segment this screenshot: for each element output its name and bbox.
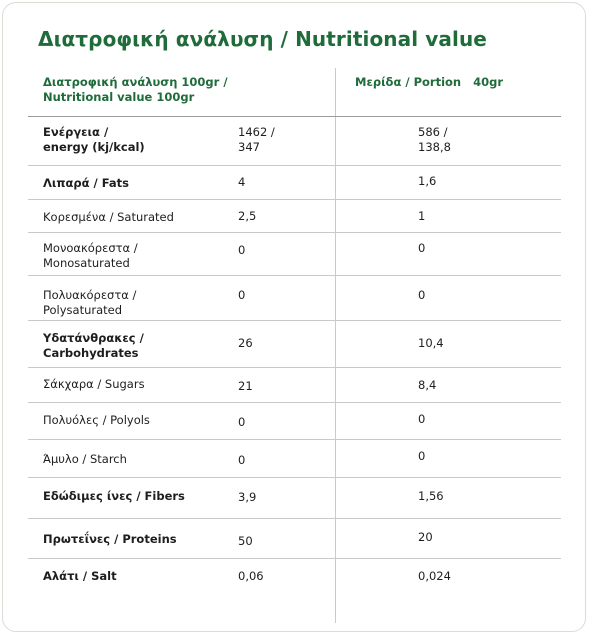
- nutrient-label: [43, 210, 228, 225]
- table-row: [28, 199, 561, 233]
- value-per-100g-line: 21: [238, 379, 253, 393]
- value-per-portion-line: 10,4: [418, 336, 444, 350]
- column-header-per-100g-line-2: Nutritional value 100gr: [43, 90, 195, 104]
- value-per-100g: [238, 209, 318, 224]
- value-per-portion: [418, 489, 538, 504]
- nutrient-label-line: Αλάτι / Salt: [43, 569, 117, 583]
- value-per-100g-line: 2,5: [238, 209, 257, 223]
- value-per-portion: [418, 125, 538, 155]
- table-row: [28, 275, 561, 321]
- nutrient-label-line: Εδώδιμες ίνες / Fibers: [43, 489, 185, 503]
- nutrient-label-line: Ενέργεια /: [43, 125, 109, 139]
- value-per-100g: [238, 125, 318, 155]
- nutrient-label-line: Άμυλο / Starch: [43, 452, 127, 466]
- value-per-portion-line: 1,6: [418, 174, 437, 188]
- nutrient-label-line: Monosaturated: [43, 256, 130, 270]
- table-row: [28, 558, 561, 598]
- nutrient-label-line: Polysaturated: [43, 303, 123, 317]
- nutrient-label: [43, 413, 228, 428]
- nutrient-label-line: Σάκχαρα / Sugars: [43, 377, 145, 391]
- value-per-portion-line: 586 /: [418, 125, 448, 139]
- value-per-portion-line: 0: [418, 449, 426, 463]
- value-per-portion: [418, 530, 538, 545]
- value-per-100g-line: 4: [238, 175, 246, 189]
- value-per-100g-line: 0: [238, 453, 246, 467]
- value-per-portion: [418, 412, 538, 427]
- value-per-portion: [418, 449, 538, 464]
- value-per-portion-line: 0: [418, 288, 426, 302]
- table-row: [28, 477, 561, 519]
- nutrient-label: [43, 569, 228, 584]
- value-per-100g-line: 0: [238, 415, 246, 429]
- nutrient-label: [43, 288, 228, 318]
- value-per-100g: [238, 569, 318, 584]
- value-per-portion: [418, 174, 538, 189]
- value-per-100g-line: 0,06: [238, 569, 264, 583]
- table-row: [28, 518, 561, 559]
- nutrient-label-line: Υδατάνθρακες /: [43, 331, 144, 345]
- value-per-100g: [238, 415, 318, 430]
- value-per-100g: [238, 288, 318, 303]
- value-per-portion-line: 20: [418, 530, 433, 544]
- table-row: [28, 165, 561, 200]
- value-per-100g-line: 0: [238, 288, 246, 302]
- column-header-portion: Μερίδα / Portion 40gr: [355, 75, 504, 89]
- value-per-100g-line: 347: [238, 140, 260, 154]
- table-row: [28, 232, 561, 276]
- value-per-portion-line: 0: [418, 412, 426, 426]
- nutrient-label-line: Κορεσμένα / Saturated: [43, 210, 174, 224]
- nutrient-label: [43, 532, 228, 547]
- value-per-100g: [238, 453, 318, 468]
- value-per-portion: [418, 336, 538, 351]
- value-per-portion: [418, 378, 538, 393]
- nutrient-label: [43, 452, 228, 467]
- nutrient-label: [43, 489, 228, 504]
- value-per-portion-line: 138,8: [418, 140, 451, 154]
- nutrient-label: [43, 176, 228, 191]
- value-per-100g: [238, 490, 318, 505]
- table-row: [28, 367, 561, 403]
- table-row: [28, 439, 561, 478]
- nutrient-label-line: Μονοακόρεστα /: [43, 241, 138, 255]
- value-per-100g-line: 0: [238, 243, 246, 257]
- value-per-100g-line: 50: [238, 534, 253, 548]
- nutrient-label-line: Πρωτεΐνες / Proteins: [43, 532, 177, 546]
- nutrient-label-line: Πολυακόρεστα /: [43, 288, 137, 302]
- table-row: [28, 402, 561, 440]
- table-row: [28, 116, 561, 166]
- value-per-portion-line: 0: [418, 241, 426, 255]
- value-per-portion-line: 1,56: [418, 489, 444, 503]
- value-per-100g: [238, 336, 318, 351]
- value-per-portion-line: 1: [418, 209, 426, 223]
- value-per-portion: [418, 288, 538, 303]
- value-per-portion-line: 8,4: [418, 378, 437, 392]
- value-per-portion: [418, 241, 538, 256]
- value-per-100g: [238, 243, 318, 258]
- value-per-100g-line: 3,9: [238, 490, 257, 504]
- table-row: [28, 320, 561, 368]
- nutrient-label-line: Λιπαρά / Fats: [43, 176, 130, 190]
- value-per-portion: [418, 569, 538, 584]
- value-per-portion: [418, 209, 538, 224]
- nutrient-label-line: Πολυόλες / Polyols: [43, 413, 150, 427]
- nutrient-label-line: energy (kj/kcal): [43, 140, 145, 154]
- value-per-100g: [238, 175, 318, 190]
- nutrient-label: [43, 241, 228, 271]
- nutrient-label: [43, 331, 228, 361]
- value-per-portion-line: 0,024: [418, 569, 451, 583]
- column-header-per-100g-line-1: Διατροφική ανάλυση 100gr /: [43, 75, 228, 89]
- nutrient-label: [43, 125, 228, 155]
- nutrient-label: [43, 377, 228, 392]
- nutrient-label-line: Carbohydrates: [43, 346, 139, 360]
- value-per-100g: [238, 379, 318, 394]
- value-per-100g: [238, 534, 318, 549]
- page-title: Διατροφική ανάλυση / Nutritional value: [38, 27, 487, 51]
- value-per-100g-line: 26: [238, 336, 253, 350]
- value-per-100g-line: 1462 /: [238, 125, 275, 139]
